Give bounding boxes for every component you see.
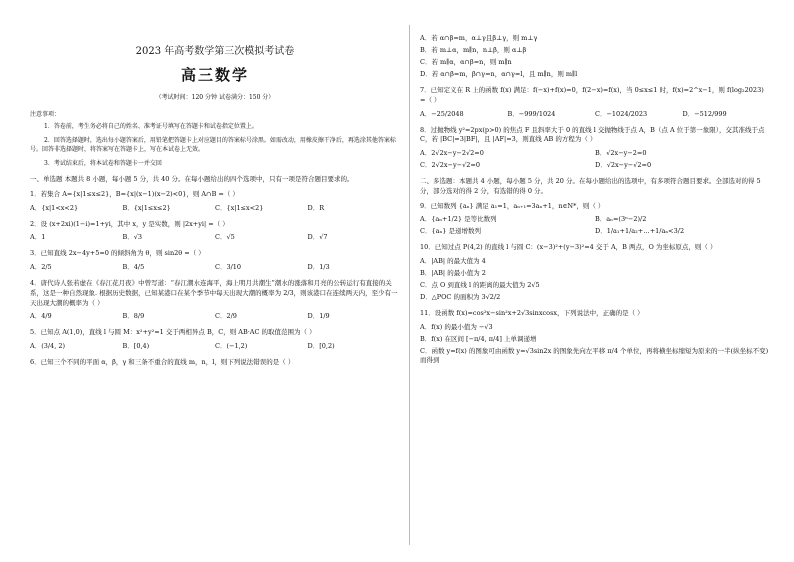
note-item: 1．答卷前，考生务必将自己的姓名、准考证号填写在答题卡和试卷指定位置上。 [44, 123, 258, 130]
answer-option: A．f(x) 的最小值为 −√3 [420, 322, 493, 331]
question-stem: 二、多选题：本题共 4 小题，每小题 5 分，共 20 分。在每小题给出的选项中，有多项符合题目要求。全部选对的得 5 分，部分选对的得 2 分，有选错的得 0 分。 [420, 177, 761, 195]
subject-title: 高三数学 [180, 66, 249, 84]
answer-option: D．−512/999 [682, 109, 727, 118]
answer-option: C．2√2x−y−√2=0 [420, 161, 480, 169]
answer-option: B．|AB| 的最小值为 2 [420, 269, 486, 277]
answer-option: C．−1024/2023 [595, 109, 648, 118]
answer-option: B．aₙ=(3ⁿ−2)/2 [595, 215, 647, 224]
answer-option: B．√3 [122, 233, 143, 242]
answer-option: B．4/5 [122, 263, 145, 272]
answer-option: B．f(x) 在区间 [−π/4, π/4] 上单调递增 [420, 334, 537, 343]
answer-option: D．1/a₁+1/a₂+…+1/aₙ<3/2 [595, 227, 685, 236]
answer-option: B．[0,4) [122, 342, 150, 351]
answer-option: B．8/9 [122, 312, 145, 321]
answer-option: D．1/9 [307, 312, 330, 321]
option-group [420, 256, 770, 304]
question-stem: 2．设 (x+2xi)(1−i)=1+yi，其中 x，y 是实数，则 |2x+yi| =（ ） [30, 219, 229, 228]
option-group [420, 33, 770, 81]
note-item: 2．回答选择题时，选出每小题答案后，用铅笔把答题卡上对应题目的答案标号涂黑。如需改动，用橡皮擦干净后，再选涂其他答案标号。回答非选择题时，将答案写在答题卡上，写在本试卷上无效。 [30, 136, 396, 154]
left-questions [30, 190, 400, 368]
question-stem: 6．已知三个不同的平面 α，β，γ 和三条不重合的直线 m，n，l，则下列说法错误的是（ ） [30, 358, 295, 367]
answer-option: B．√2x−y−2=0 [595, 149, 647, 157]
notes-label: 注意事项： [30, 111, 61, 118]
section-heading: 一、单选题 本题共 8 小题，每小题 5 分，共 40 分。在每小题给出的四个选项中，只有一项是符合题目要求的。 [30, 175, 354, 184]
question-stem: 4．唐代诗人张若虚在《春江花月夜》中曾写道：“春江潮水连海平，海上明月共潮生”潮水的涨落和月亮的公转运行有直接的关系，这是一种自然现象. 根据历史数据，已知某港口在某个季节中每天出现大潮的概率为 2/3，则该港口在连续两天内，至少有一天出现大潮的概率为（ ） [30, 279, 398, 307]
question-stem: 9．已知数列 {aₙ} 满足 a₁=1，aₙ₊₁=3aₙ+1，n∈N*，则（ ） [420, 201, 605, 210]
answer-option: C．点 O 到直线 l 的距离的最大值为 2√5 [420, 281, 540, 289]
answer-option: A．4/9 [30, 312, 52, 321]
option-group [420, 214, 770, 238]
question-stem: 11．设函数 f(x)=cos²x−sin²x+2√3sinxcosx，下列说法中，正确的是（ ） [420, 309, 644, 317]
answer-option: B．若 m⊥α，m∥n，n⊥β，则 α⊥β [420, 46, 527, 54]
note-item: 3．考试结束后，将本试卷和答题卡一并交回 [44, 159, 162, 167]
option-group [420, 109, 770, 121]
right-column [420, 30, 770, 367]
answer-option: D．√7 [307, 233, 328, 242]
answer-option: A．{x|1<x<2} [30, 203, 79, 212]
question-stem: 10．已知过点 P(4,2) 的直线 l 与圆 C：(x−3)²+(y−3)²=4 交于 A，B 两点，O 为坐标原点，则（ ） [420, 243, 717, 252]
column-divider [409, 25, 410, 545]
left-column [30, 30, 400, 368]
option-group [420, 322, 770, 367]
answer-option: D．△POC 的面积为 3√2/2 [420, 293, 501, 301]
option-group [30, 262, 400, 274]
answer-option: A．|AB| 的最大值为 4 [420, 257, 486, 265]
right-questions [420, 33, 770, 367]
exam-title: 2023 年高考数学第三次模拟考试卷 [135, 46, 295, 57]
option-group [420, 148, 770, 172]
question-stem: 5．已知点 A(1,0)，直线 l 与圆 M：x²+y²=1 交于两相异点 B，C，则 AB·AC 的取值范围为（ ） [30, 328, 316, 337]
option-group [30, 232, 400, 244]
answer-option: C．√5 [215, 233, 235, 242]
answer-option: C．3/10 [215, 263, 242, 272]
answer-option: C．2/9 [215, 312, 237, 321]
answer-option: D．R [307, 203, 325, 212]
question-stem: 7．已知定义在 R 上的函数 f(x) 满足：f(−x)+f(x)=0，f(2−x)=f(x)，当 0≤x≤1 时，f(x)=2^x−1，则 f(log₂2023) =（ ） [420, 86, 764, 104]
option-group [30, 311, 400, 323]
answer-option: C．(−1,2) [215, 342, 248, 351]
answer-option: C．函数 y=f(x) 的图象可由函数 y=√3sin2x 的图象先向左平移 π/4 个单位，再将横坐标缩短为原来的一半(纵坐标不变)而得到 [420, 346, 769, 364]
exam-info: （考试时间：120 分钟 试卷满分：150 分） [155, 94, 275, 101]
answer-option: A．2/5 [30, 263, 52, 272]
answer-option: A．1 [30, 233, 46, 242]
answer-option: A．{aₙ+1/2} 是等比数列 [420, 215, 497, 224]
answer-option: C．{x|1≤x<2} [215, 203, 264, 212]
question-stem: 1．若集合 A={x|1≤x≤2}，B={x|(x−1)(x−2)<0}，则 A∩B =（ ） [30, 189, 239, 198]
answer-option: A．−25/2048 [420, 109, 464, 118]
answer-option: C．{aₙ} 是递增数列 [420, 227, 481, 236]
question-stem: 3．已知直线 2x−4y+5=0 的倾斜角为 θ，则 sin2θ =（ ） [30, 249, 205, 258]
answer-option: D．[0,2) [307, 342, 335, 351]
answer-option: D．1/3 [307, 263, 330, 272]
answer-option: A．2√2x−y−2√2=0 [420, 149, 484, 157]
answer-option: C．若 m∥α，α∩β=n，则 m∥n [420, 58, 512, 66]
answer-option: D．若 α∩β=m，β∩γ=n，α∩γ=l，且 m∥n，则 m∥l [420, 70, 578, 78]
question-stem: 8．过抛物线 y²=2px(p>0) 的焦点 F 且斜率大于 0 的直线 l 交抛物线于点 A，B（点 A 位于第一象限），交其准线于点 C，若 |BC|=3|BF|，且 |AF|=3，则直线 AB 的方程为（ ） [420, 125, 765, 144]
answer-option: A．若 α∩β=m，α⊥γ且β⊥γ，则 m⊥γ [420, 34, 538, 42]
answer-option: B．−999/1024 [507, 109, 556, 118]
answer-option: A．(3/4, 2) [30, 342, 65, 351]
answer-option: D．√2x−y−√2=0 [595, 161, 652, 169]
answer-option: B．{x|1≤x≤2} [122, 203, 171, 212]
option-group [30, 341, 400, 353]
option-group [30, 203, 400, 215]
